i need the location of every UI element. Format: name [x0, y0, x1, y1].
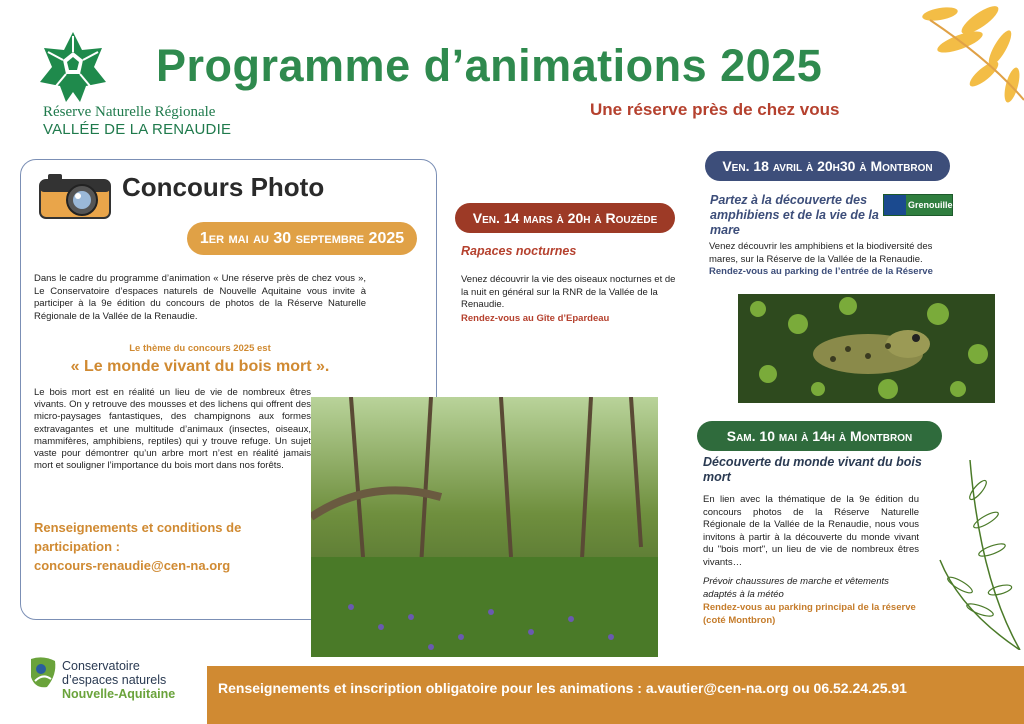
event-2-title: Partez à la découverte des amphibiens et de la vie de la mare: [710, 193, 879, 237]
contest-contact-email[interactable]: concours-renaudie@cen-na.org: [34, 558, 231, 573]
reserve-name-line1: Réserve Naturelle Régionale: [43, 104, 216, 120]
cen-logo-icon: [27, 655, 59, 691]
event-3-note: Prévoir chaussures de marche et vêtements adaptés à la météo: [703, 576, 889, 600]
leaves-decoration-icon: [900, 0, 1024, 110]
event-2-date-badge: Ven. 18 avril à 20h30 à Montbron: [705, 151, 950, 181]
reserve-name: [43, 104, 273, 138]
cen-name-line3: Nouvelle-Aquitaine: [62, 687, 176, 701]
contest-intro: Dans le cadre du programme d’animation « Une réserve près de chez vous », Le Conservatoire d’espaces naturels de Nouvelle Aquitaine vous invite à participer à la 9e édition du concours de photos de la Réserve Naturelle Régionale de la Vallée de la Renaudie.: [34, 273, 366, 322]
theme-label: Le thème du concours 2025 est: [129, 343, 271, 354]
fern-decoration-icon: [930, 450, 1024, 650]
contest-dates-badge: 1er mai au 30 septembre 2025: [187, 222, 417, 255]
cen-name-line2: d’espaces naturels: [62, 673, 167, 687]
event-3-description: En lien avec la thématique de la 9e édition du concours photos de la Réserve Naturelle Régionale de la Vallée de la Renaudie, nous vous invitons à partir à la découverte du monde vivant du "bois mort", un lieu de vie de nombreux êtres vivants…: [703, 494, 919, 568]
event-2-description: Venez découvrir les amphibiens et la biodiversité des mares, sur la Réserve de la Vallée de la Renaudie.: [709, 241, 933, 265]
contest-title: Concours Photo: [122, 172, 325, 202]
page-title: Programme d’animations 2025: [156, 40, 823, 91]
forest-photo: [311, 397, 658, 657]
reserve-name-line2: VALLÉE DE LA RENAUDIE: [43, 121, 232, 138]
event-1-description: Venez découvrir la vie des oiseaux nocturnes et de la nuit en général sur la RNR de la Vallée de la Renaudie.: [461, 274, 676, 310]
event-3-title: Découverte du monde vivant du bois mort: [703, 455, 922, 484]
footer-contact: Renseignements et inscription obligatoire pour les animations : a.vautier@cen-na.org ou 06.52.24.25.91: [218, 680, 907, 696]
contest-contact: [34, 518, 304, 575]
cen-name: [62, 659, 175, 701]
event-1-title: Rapaces nocturnes: [461, 244, 577, 258]
page-subtitle: Une réserve près de chez vous: [590, 100, 840, 119]
theme-description: Le bois mort est en réalité un lieu de vie de nombreux êtres vivants. On y retrouve des mousses et des lichens qui offrent des micro-paysages fantastiques, des champignons aux formes extravagantes et une multitude d’animaux (insectes, oiseaux, mammifères, amphibiens, reptiles) qui y trouve refuge. Un sujet vaste pour démontrer qu’un arbre mort n’est en réalité jamais mort et souligner l’importance du bois mort dans nos forêts.: [34, 387, 311, 472]
bird-icon: [884, 195, 906, 215]
event-3-meeting-point: Rendez-vous au parking principal de la réserve (coté Montbron): [703, 602, 916, 626]
logo-text: Grenouille: [908, 200, 953, 210]
theme-value: « Le monde vivant du bois mort ».: [70, 358, 330, 375]
event-1-date-badge: Ven. 14 mars à 20h à Rouzède: [455, 203, 675, 233]
frog-photo: [738, 294, 995, 403]
reserve-star-logo-icon: [38, 30, 108, 104]
fete-grenouille-logo: [883, 194, 953, 216]
event-2-meeting-point: Rendez-vous au parking de l’entrée de la Réserve: [709, 266, 933, 277]
cen-name-line1: Conservatoire: [62, 659, 140, 673]
event-3-date-badge: Sam. 10 mai à 14h à Montbron: [697, 421, 942, 451]
camera-icon: [38, 170, 112, 220]
event-1-meeting-point: Rendez-vous au Gîte d’Epardeau: [461, 313, 610, 324]
contest-contact-label: Renseignements et conditions de participation :: [34, 520, 242, 554]
